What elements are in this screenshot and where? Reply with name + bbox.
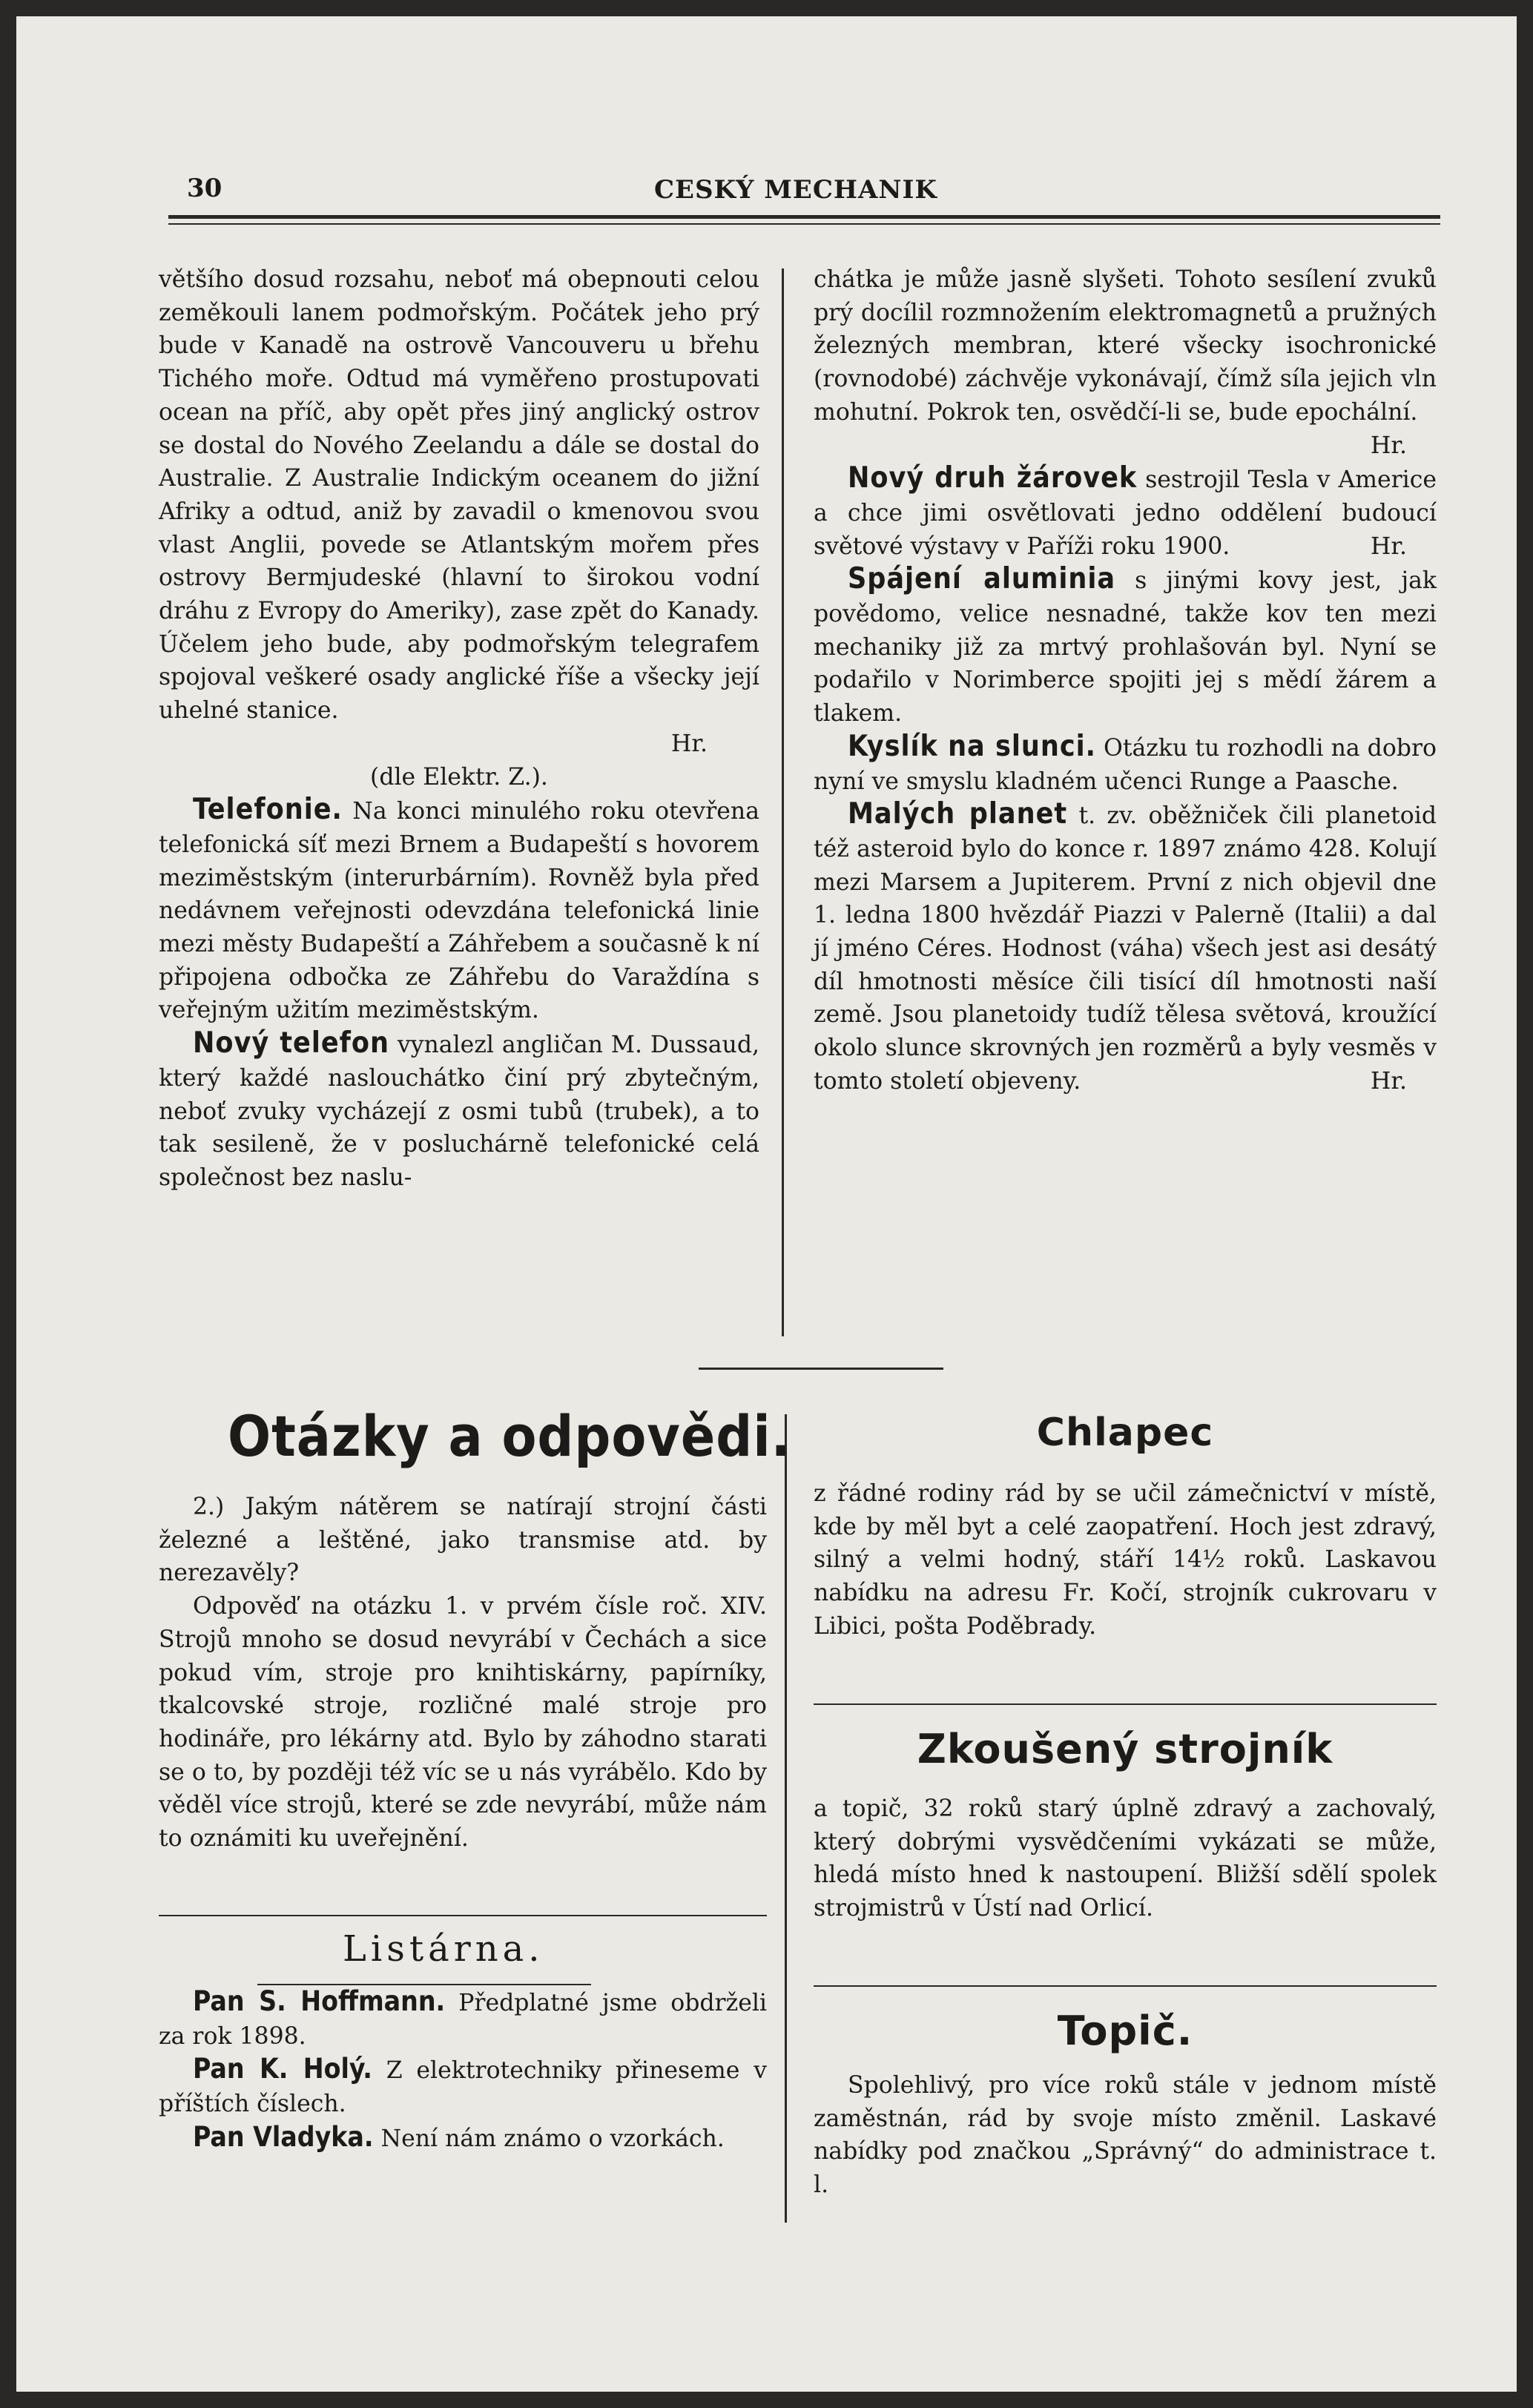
newspaper-page — [16, 16, 1517, 2392]
kyslik-heading: Kyslík na slunci. — [848, 729, 1096, 763]
ad-rule — [814, 1985, 1437, 1987]
intro-source: (dle Elektr. Z.). — [370, 763, 548, 791]
ad-chlapec-title: Chlapec — [1036, 1411, 1214, 1455]
listarna-entry — [159, 2121, 767, 2156]
qa-title: Otázky a odpovědi. — [228, 1403, 791, 1469]
ad-rule — [814, 1703, 1437, 1705]
novy-telefon-text: vynalezl angličan M. Dussaud, který každé naslouchátko činí prý zbytečným, neboť zvuky vycházejí z osmi tubů (trubek), a to tak sesileně, že v posluchárně telefonické celá společnost bez naslu- — [159, 1032, 760, 1191]
header-rule — [168, 215, 1440, 219]
listarna-body — [159, 1985, 767, 2156]
telefonie-heading: Telefonie. — [193, 793, 343, 827]
intro-signature: Hr. — [670, 730, 708, 757]
page-number: 30 — [187, 174, 222, 203]
planet-heading: Malých planet — [848, 797, 1068, 831]
zarovek-heading: Nový druh žárovek — [848, 461, 1138, 495]
listarna-entry — [159, 2053, 767, 2120]
ad-chlapec-text: z řádné rodiny rád by se učil zámečnictví v místě, kde by měl byt a celé zaopatření. Hoch jest zdravý, silný a velmi hodný, stáří 14½ roků. Laskavou nabídku na adresu Fr. Kočí, strojník cukrovaru v Libici, pošta Poděbrady. — [814, 1480, 1437, 1640]
continued-text: chátka je může jasně slyšeti. Tohoto sesílení zvuků prý docílil rozmnožením elektromagnetů a pružných železných membran, které všecky isochronické (rovnodobé) záchvěje vykonávají, čímž síla jejich vln mohutní. Pokrok ten, osvědčí-li se, bude epochální. — [814, 266, 1437, 426]
ad-strojnik-text: a topič, 32 roků starý úplně zdravý a zachovalý, který dobrými vysvědčeními vykázati se může, hledá místo hned k nastoupení. Bližší sdělí spolek strojmistrů v Ústí nad Orlicí. — [814, 1795, 1437, 1922]
listarna-entry — [159, 1985, 767, 2053]
column-divider — [782, 268, 784, 1336]
qa-body — [159, 1491, 767, 1856]
ad-topic-title: Topič. — [1057, 2008, 1193, 2054]
listarna-text: Z elektrotechniky přineseme v příštích číslech. — [159, 2057, 767, 2118]
listarna-text: Předplatné jsme obdrželi za rok 1898. — [159, 1990, 768, 2050]
aluminia-text: s jinými kovy jest, jak povědomo, velice nesnadné, takže kov ten mezi mechaniky již za mrtvý prohlašován byl. Nyní se podařilo v Norimberce spojiti jej s mědí žárem a tlakem. — [814, 567, 1437, 728]
qa-question: 2.) Jakým nátěrem se natírají strojní části železné a leštěné, jako transmise atd. by nerezavěly? — [159, 1494, 767, 1587]
continued-signature: Hr. — [1370, 432, 1407, 459]
planet-signature: Hr. — [1370, 1067, 1407, 1095]
zarovek-text: sestrojil Tesla v Americe a chce jimi osvětlovati jedno oddělení budoucí světové výstavy v Paříži roku 1900. — [814, 466, 1437, 560]
intro-paragraph: většího dosud rozsahu, neboť má obepnouti celou zeměkouli lanem podmořským. Počátek jeho prý bude v Kanadě na ostrově Vancouveru u břehu Tichého moře. Odtud má vyměřeno prostupovati ocean na příč, aby opět přes jiný anglický ostrov se dostal do Nového Zeelandu a dále se dostal do Australie. Z Australie Indickým oceanem do jižní Afriky a odtud, aniž by zavadil o kmenovou svou vlast Anglii, povede se Atlantským mořem přes ostrovy Bermjudeské (hlavní to širokou vodní dráhu z Evropy do Ameriky), zase zpět do Kanady. Účelem jeho bude, aby podmořským telegrafem spojoval veškeré osady anglické říše a všecky její uhelné stanice. — [159, 266, 759, 725]
qa-rule — [159, 1915, 767, 1916]
ad-topic-text: Spolehlivý, pro více roků stále v jednom místě zaměstnán, rád by svoje místo změnil. Laskavé nabídky pod značkou „Správný“ do administrace t. l. — [814, 2072, 1437, 2199]
lower-column-divider — [785, 1414, 787, 2223]
listarna-name: Pan S. Hoffmann. — [193, 1985, 446, 2017]
right-column — [814, 263, 1437, 1098]
aluminia-heading: Spájení aluminia — [848, 562, 1116, 596]
novy-telefon-heading: Nový telefon — [193, 1026, 390, 1060]
header-rule-thin — [168, 223, 1440, 225]
running-title: CESKÝ MECHANIK — [654, 175, 937, 205]
section-separator — [699, 1368, 943, 1370]
listarna-title: Listárna. — [343, 1928, 544, 1970]
planet-text: t. zv. oběžniček čili planetoid též asteroid bylo do konce r. 1897 známo 428. Kolují mezi Marsem a Jupiterem. První z nich objevil dne 1. ledna 1800 hvězdář Piazzi v Palerně (Italii) a dal jí jméno Céres. Hodnost (váha) všech jest asi desátý díl hmotnosti měsíce čili tisící díl hmotnosti naší země. Jsou planetoidy tudíž tělesa světová, kroužící okolo slunce skrovných jen rozměrů a byly vesměs v tomto století objeveny. — [814, 802, 1437, 1095]
qa-answer: Odpověď na otázku 1. v prvém čísle roč. XIV. Strojů mnoho se dosud nevyrábí v Čechách a sice pokud vím, stroje pro knihtiskárny, papírníky, tkalcovské stroje, rozličné malé stroje pro hodináře, pro lékárny atd. Bylo by záhodno starati se o to, by později též víc se u nás vyrábělo. Kdo by věděl více strojů, které se zde nevyrábí, může nám to oznámiti ku uveřejnění. — [159, 1593, 767, 1853]
listarna-text: Není nám známo o vzorkách. — [380, 2125, 725, 2152]
ad-strojnik-title: Zkoušený strojník — [917, 1726, 1333, 1772]
kyslik-text: Otázku tu rozhodli na dobro nyní ve smyslu kladném učenci Runge a Paasche. — [814, 734, 1437, 795]
listarna-name: Pan K. Holý. — [193, 2053, 372, 2085]
listarna-name: Pan Vladyka. — [193, 2120, 374, 2153]
telefonie-text: Na konci minulého roku otevřena telefonická síť mezi Brnem a Budapeští s hovorem meziměstským (interurbárním). Rovněž byla před nedávnem veřejnosti odevzdána telefonická linie mezi městy Budapeští a Záhřebem a současně k ní připojena odbočka ze Záhřebu do Varaždína s veřejným užitím meziměstským. — [159, 798, 759, 1024]
left-column — [159, 263, 759, 1195]
zarovek-signature: Hr. — [1370, 532, 1407, 560]
